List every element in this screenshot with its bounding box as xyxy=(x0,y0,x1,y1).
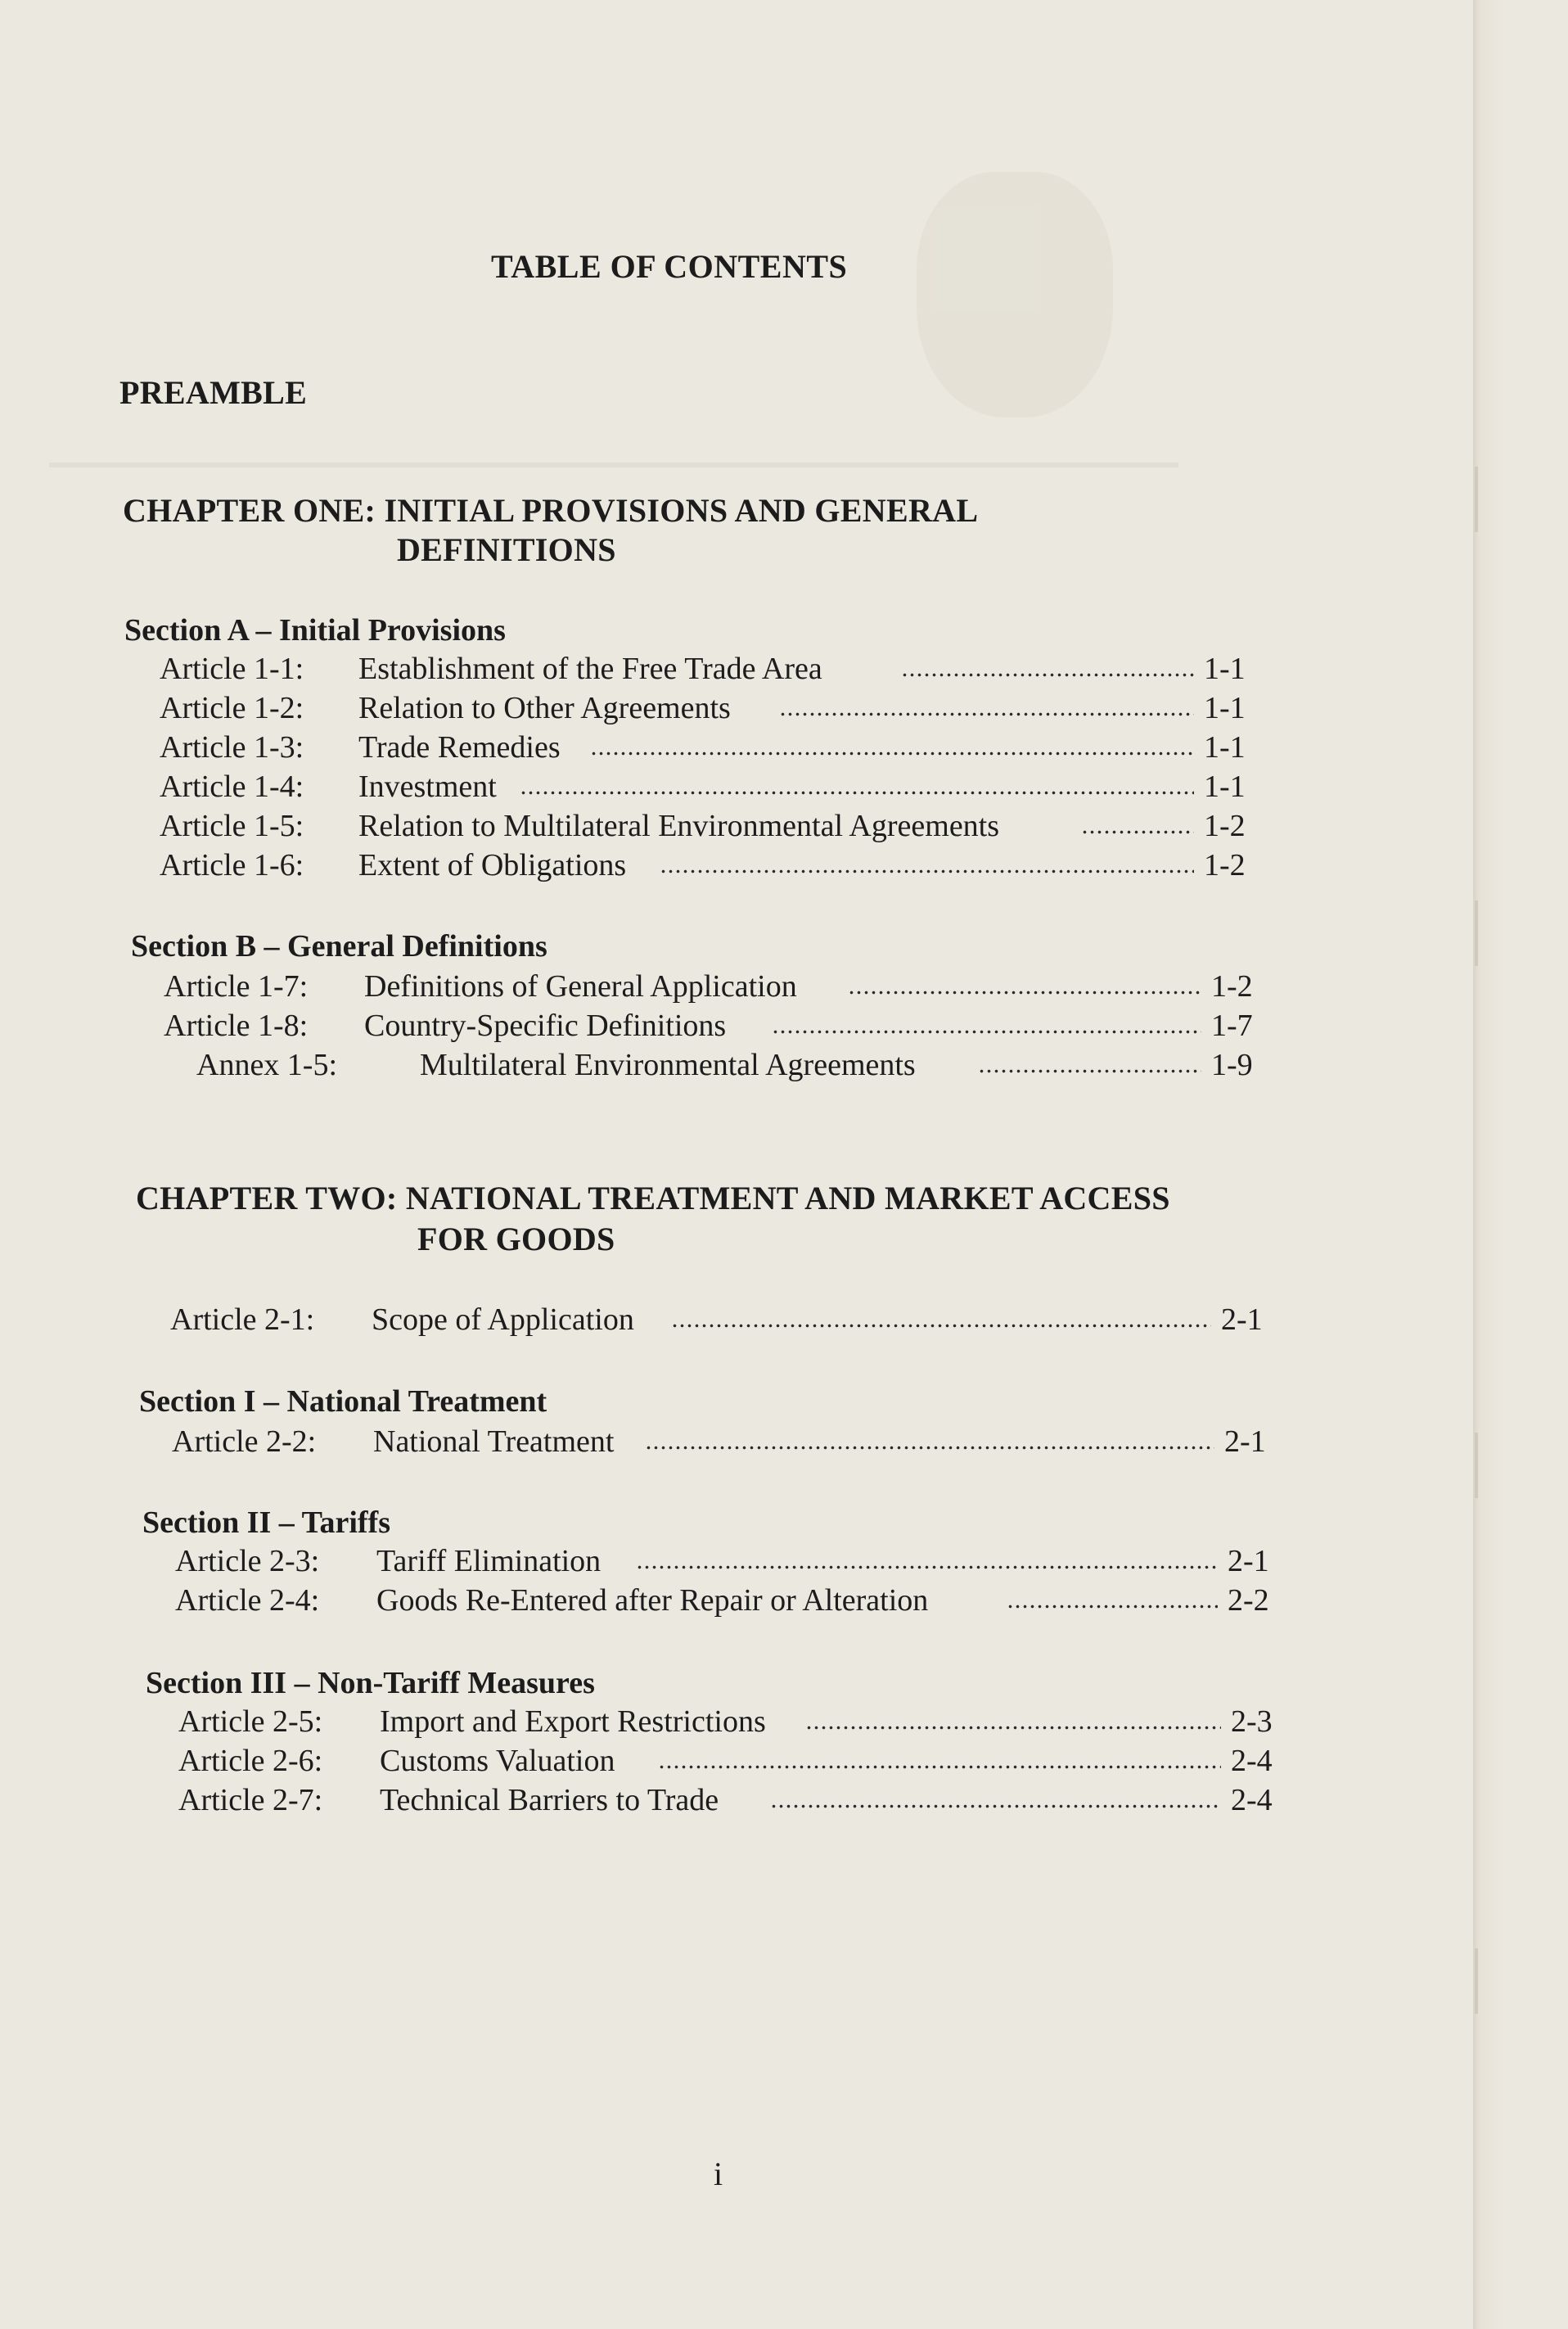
entry-page: 1-7 xyxy=(1211,1009,1253,1043)
entry-page: 1-1 xyxy=(1204,691,1246,725)
page-edge xyxy=(1473,0,1568,2329)
entry-number: Article 1-1: xyxy=(160,652,304,686)
entry-title: Definitions of General Application xyxy=(364,969,797,1004)
entry-page: 1-1 xyxy=(1204,652,1246,686)
entry-page: 1-2 xyxy=(1211,969,1253,1004)
entry-number: Article 1-7: xyxy=(164,969,309,1004)
toc-entry[interactable] xyxy=(196,1045,1260,1086)
toc-entry[interactable] xyxy=(170,1299,1267,1340)
entry-number: Article 1-3: xyxy=(160,730,304,765)
preamble-heading: PREAMBLE xyxy=(119,374,308,411)
dot-leader xyxy=(1007,1605,1218,1609)
entry-title: Relation to Multilateral Environmental Agreements xyxy=(358,809,1000,843)
section-b-heading: Section B – General Definitions xyxy=(131,929,547,964)
dot-leader xyxy=(779,712,1194,716)
entry-title: Tariff Elimination xyxy=(376,1544,602,1578)
toc-entry[interactable] xyxy=(160,688,1252,729)
dot-leader xyxy=(1081,830,1194,834)
entry-number: Article 2-6: xyxy=(178,1744,323,1778)
entry-title: Technical Barriers to Trade xyxy=(380,1783,719,1817)
toc-entry[interactable] xyxy=(160,648,1252,689)
section-iii-heading: Section III – Non-Tariff Measures xyxy=(146,1666,595,1700)
toc-entry[interactable] xyxy=(160,766,1252,807)
entry-number: Article 2-5: xyxy=(178,1704,323,1739)
dot-leader xyxy=(660,869,1194,873)
entry-number: Article 1-8: xyxy=(164,1009,309,1043)
entry-title: Country-Specific Definitions xyxy=(364,1009,727,1043)
entry-title: Relation to Other Agreements xyxy=(358,691,731,725)
dot-leader xyxy=(848,991,1201,995)
entry-page: 1-9 xyxy=(1211,1048,1253,1082)
entry-page: 2-4 xyxy=(1231,1744,1273,1778)
page-edge-mark xyxy=(1475,1948,1478,2014)
toc-entry[interactable] xyxy=(160,845,1252,886)
toc-entry[interactable] xyxy=(164,966,1260,1007)
toc-entry[interactable] xyxy=(160,727,1252,768)
entry-title: Import and Export Restrictions xyxy=(380,1704,766,1739)
bleed-through-rule xyxy=(49,463,1178,467)
toc-entry[interactable] xyxy=(172,1421,1268,1462)
dot-leader xyxy=(590,752,1194,756)
entry-number: Article 2-1: xyxy=(170,1302,315,1337)
page-edge-mark xyxy=(1475,900,1478,966)
entry-number: Annex 1-5: xyxy=(196,1048,338,1082)
toc-entry[interactable] xyxy=(178,1780,1275,1821)
entry-page: 1-2 xyxy=(1204,848,1246,882)
entry-title: Establishment of the Free Trade Area xyxy=(358,652,822,686)
dot-leader xyxy=(901,673,1194,677)
entry-number: Article 2-4: xyxy=(175,1583,320,1618)
dot-leader xyxy=(770,1804,1221,1808)
entry-page: 2-4 xyxy=(1231,1783,1273,1817)
toc-entry[interactable] xyxy=(175,1541,1272,1582)
toc-entry[interactable] xyxy=(178,1740,1275,1781)
section-i-heading: Section I – National Treatment xyxy=(139,1384,547,1419)
toc-entry[interactable] xyxy=(164,1005,1260,1046)
chapter-one-title-line2: DEFINITIONS xyxy=(397,531,616,568)
entry-number: Article 1-4: xyxy=(160,770,304,804)
entry-number: Article 1-2: xyxy=(160,691,304,725)
entry-number: Article 1-5: xyxy=(160,809,304,843)
entry-title: Extent of Obligations xyxy=(358,848,627,882)
dot-leader xyxy=(636,1565,1218,1569)
page-edge-mark xyxy=(1475,467,1478,532)
section-a-heading: Section A – Initial Provisions xyxy=(124,613,506,648)
entry-number: Article 2-7: xyxy=(178,1783,323,1817)
toc-entry[interactable] xyxy=(160,806,1252,846)
page-number: i xyxy=(714,2155,723,2192)
entry-title: Customs Valuation xyxy=(380,1744,615,1778)
entry-page: 1-1 xyxy=(1204,730,1246,765)
toc-entry[interactable] xyxy=(178,1701,1275,1742)
entry-title: Trade Remedies xyxy=(358,730,561,765)
entry-title: Goods Re-Entered after Repair or Alteration xyxy=(376,1583,929,1618)
entry-number: Article 2-3: xyxy=(175,1544,320,1578)
entry-page: 2-2 xyxy=(1228,1583,1269,1618)
entry-number: Article 2-2: xyxy=(172,1424,317,1459)
entry-page: 2-1 xyxy=(1224,1424,1266,1459)
section-ii-heading: Section II – Tariffs xyxy=(142,1505,390,1540)
dot-leader xyxy=(805,1726,1221,1730)
entry-title: National Treatment xyxy=(373,1424,615,1459)
toc-title: TABLE OF CONTENTS xyxy=(491,248,848,285)
page-edge-mark xyxy=(1475,1433,1478,1498)
dot-leader xyxy=(520,791,1194,795)
chapter-two-title-line2: FOR GOODS xyxy=(417,1221,615,1257)
entry-page: 2-1 xyxy=(1228,1544,1269,1578)
toc-entry[interactable] xyxy=(175,1580,1272,1621)
chapter-two-title-line1: CHAPTER TWO: NATIONAL TREATMENT AND MARKET ACCESS xyxy=(136,1180,1170,1216)
entry-number: Article 1-6: xyxy=(160,848,304,882)
entry-title: Investment xyxy=(358,770,497,804)
entry-page: 2-3 xyxy=(1231,1704,1273,1739)
dot-leader xyxy=(645,1446,1214,1450)
dot-leader xyxy=(658,1765,1221,1769)
chapter-one-title-line1: CHAPTER ONE: INITIAL PROVISIONS AND GENERAL xyxy=(123,492,979,529)
entry-title: Scope of Application xyxy=(372,1302,634,1337)
entry-title: Multilateral Environmental Agreements xyxy=(420,1048,916,1082)
entry-page: 2-1 xyxy=(1221,1302,1263,1337)
entry-page: 1-2 xyxy=(1204,809,1246,843)
entry-page: 1-1 xyxy=(1204,770,1246,804)
dot-leader xyxy=(671,1324,1211,1328)
dot-leader xyxy=(978,1069,1201,1073)
bleed-through-seal xyxy=(917,172,1113,418)
dot-leader xyxy=(772,1030,1201,1034)
